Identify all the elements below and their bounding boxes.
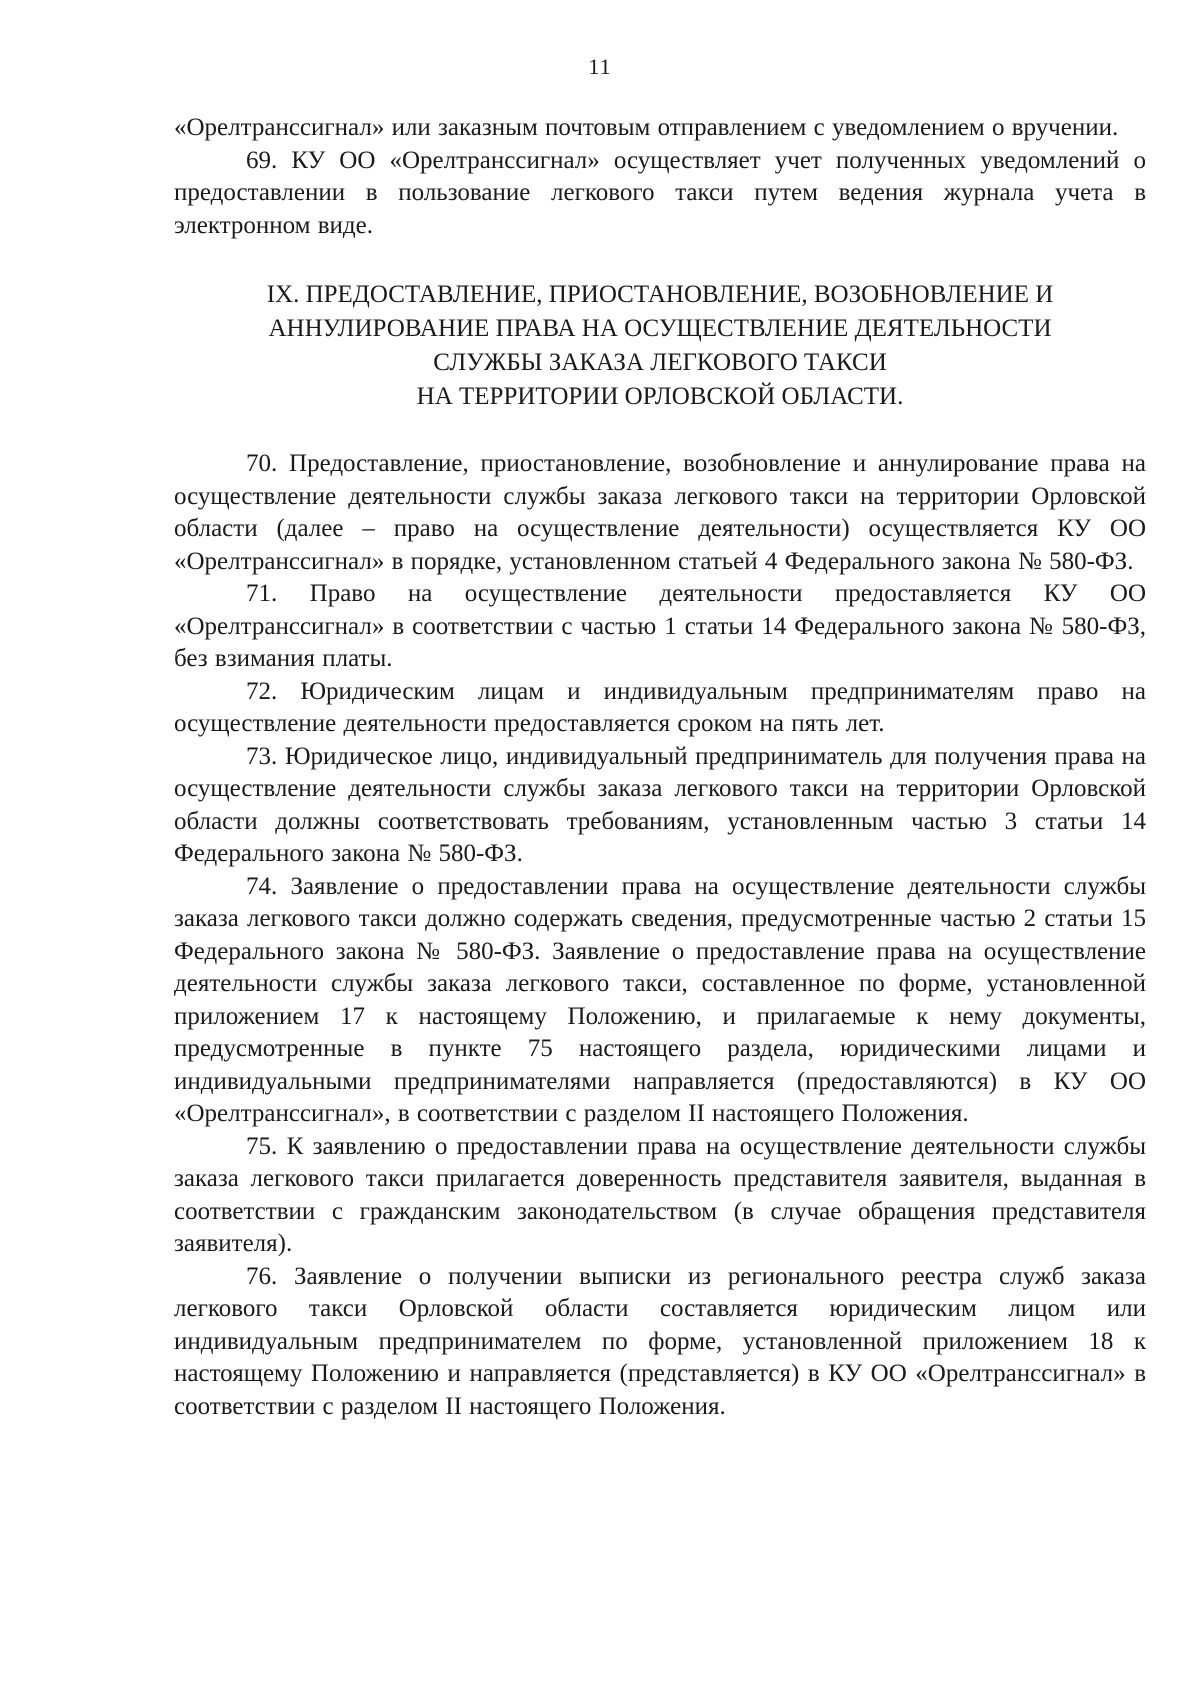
paragraph-73: 73. Юридическое лицо, индивидуальный предприниматель для получения права на осуществление деятельности службы заказа легкового такси на территории Орловской области должны соответствовать требованиям, установленным частью 3 статьи 14 Федерального закона № 580-ФЗ. [174,742,1146,867]
paragraph-70: 70. Предоставление, приостановление, возобновление и аннулирование права на осуществление деятельности службы заказа легкового такси на территории Орловской области (далее – право на осуществление деятельности) осуществляется КУ ОО «Орелтранссигнал» в порядке, установленном статьей 4 Федерального закона № 580-ФЗ. [174,450,1146,575]
page-number: 11 [588,54,612,79]
section-heading-line: IX. ПРЕДОСТАВЛЕНИЕ, ПРИОСТАНОВЛЕНИЕ, ВОЗОБНОВЛЕНИЕ И [266,281,1054,308]
paragraph-continuation: «Орелтранссигнал» или заказным почтовым отправлением с уведомлением о вручении. [174,114,1119,141]
paragraph-74: 74. Заявление о предоставлении права на осуществление деятельности службы заказа легкового такси должно содержать сведения, предусмотренные частью 2 статьи 15 Федерального закона № 580-ФЗ. Заявление о предоставление права на осуществление деятельности службы заказа легкового такси, составленное по форме, установленной приложением 17 к настоящему Положению, и прилагаемые к нему документы, предусмотренные в пункте 75 настоящего раздела, юридическими лицами и индивидуальными предпринимателями направляется (предоставляются) в КУ ОО «Орелтранссигнал», в соответствии с разделом II настоящего Положения. [174,872,1146,1127]
paragraph-75: 75. К заявлению о предоставлении права на осуществление деятельности службы заказа легкового такси прилагается доверенность представителя заявителя, выданная в соответствии с гражданским законодательством (в случае обращения представителя заявителя). [174,1132,1146,1257]
section-heading [174,278,1146,414]
section-heading-line: НА ТЕРРИТОРИИ ОРЛОВСКОЙ ОБЛАСТИ. [416,383,904,410]
paragraph-76: 76. Заявление о получении выписки из регионального реестра служб заказа легкового такси Орловской области составляется юридическим лицом или индивидуальным предпринимателем по форме, установленной приложением 18 к настоящему Положению и направляется (представляется) в КУ ОО «Орелтранссигнал» в соответствии с разделом II настоящего Положения. [174,1262,1146,1420]
document-body [174,112,1146,1423]
section-heading-line: АННУЛИРОВАНИЕ ПРАВА НА ОСУЩЕСТВЛЕНИЕ ДЕЯТЕЛЬНОСТИ [268,315,1052,342]
paragraph-72: 72. Юридическим лицам и индивидуальным предпринимателям право на осуществление деятельности предоставляется сроком на пять лет. [174,677,1146,737]
paragraph-71: 71. Право на осуществление деятельности предоставляется КУ ОО «Орелтранссигнал» в соответствии с частью 1 статьи 14 Федерального закона № 580-ФЗ, без взимания платы. [174,580,1146,672]
paragraph-69: 69. КУ ОО «Орелтранссигнал» осуществляет учет полученных уведомлений о предоставлении в пользование легкового такси путем ведения журнала учета в электронном виде. [174,146,1146,239]
section-heading-line: СЛУЖБЫ ЗАКАЗА ЛЕГКОВОГО ТАКСИ [433,349,887,376]
